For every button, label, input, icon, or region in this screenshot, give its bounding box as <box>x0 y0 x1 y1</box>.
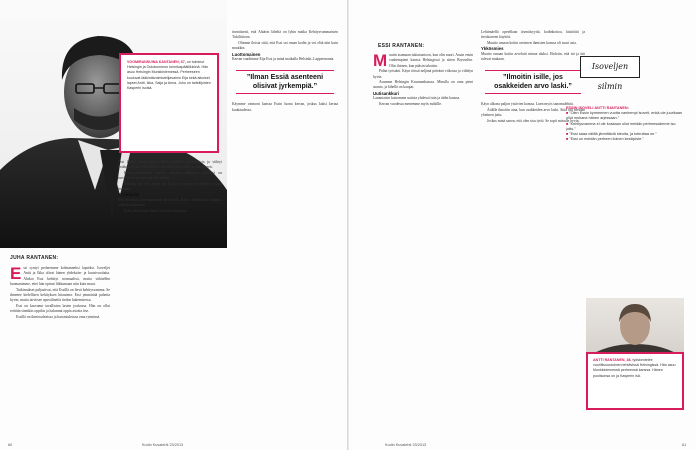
paragraph: Pidän työstäni. Käyn töissä neljänä päivänä viikossa ja viihdyn hyvin. <box>373 69 473 79</box>
sidebar-title: Isoveljen silmin <box>580 56 640 78</box>
magazine-footer-right: Kodin Kuvalehti 23/2013 <box>385 443 427 447</box>
paragraph: Essillä on ihmissuhteissa ja harrastuksissa oma rytminsä. <box>16 314 101 319</box>
bullet-icon: ■ <box>566 137 569 142</box>
paragraph: Käyn ulkona paljon ystävien kanssa. Luen myös sanomalehtiä. <box>481 102 574 107</box>
paragraph: Käymme vaimoni kanssa Essin luona kerran, joskus kaksi kertaa kuukaudessa. <box>232 102 338 112</box>
paragraph: Joskus minä sanon, että olen sisu tyttö. Se sopii minulle hyvin. <box>487 118 580 123</box>
paragraph: uutin asumaan tukiasuntoon, kun olin nuori. Asuin ensin vanhempieni kanssa Helsingissä ja sitten Brysseliin. Olin iloinen, kun pääsin takaisin. <box>389 53 473 68</box>
paragraph: Tärkeää on, että nuori saa kokea olevansa hyväksytty omana itsenään. <box>118 181 222 192</box>
right-column-1 <box>373 53 473 438</box>
paragraph: Olimme iloisia siitä, että Essi sai oman kodin ja voi elää niin kuin muutkin. <box>232 40 338 51</box>
left-column-3 <box>232 30 338 438</box>
sidebar-body <box>566 106 686 142</box>
left-page <box>0 0 347 450</box>
paragraph: Essi on kasvanut tavallisten lasten joukossa. Hän on ollut erittäin sinnikäs oppilas ja halunnut oppia asioita itse. <box>10 303 110 314</box>
sidebar-bullet-1: ”Olen Essin kymmenen vuotta vanhempi isoveli, enkä ole juurikaan ollut mukana hänen arjessaan.” <box>566 111 683 121</box>
pull-quote-text: ”Ilmoitin isille, jos osakkeiden arvo laski.” <box>494 74 572 91</box>
antti-caption-box <box>586 352 684 410</box>
paragraph: Asumme Helsingin Kruununhaassa. Minulla on oma pieni asunto, ja lähellä on kaupat. <box>373 80 473 90</box>
dropcap: E <box>10 266 22 283</box>
pull-quote-text: ”Ilman Essiä asenteeni olisivat jyrkempiä.” <box>246 74 324 91</box>
subheading-kiellokylja: Kiellokyljä <box>118 192 140 198</box>
left-column-2 <box>118 160 222 438</box>
paragraph: Kehitysvammaisen nuoren aikuisen elämässä tärkeintä on turvallisuus ja mielekäs tekeminen. <box>118 170 222 181</box>
paragraph: Muutto omaan kotiin arvelutti minua aluksi. Ehdotin, että isä ja äiti tulevat mukaan. <box>481 51 585 62</box>
paragraph: Essi oli nuori, kun muutimme Brysseliin. Hän ei kuitenkaan halunnut jättää kotimaataan. <box>118 197 222 208</box>
page-number-right: 61 <box>682 443 687 447</box>
sidebar-heading: ESSIN ISOVELI ANTTI RANTANEN: <box>566 106 629 110</box>
caption-body: on toiminut Helsingin ja Outokummun toimituspäällikkönä. Hän asuu Helsingin Munkkiniemessä. Perheeseen kuuluvat lääkintävoimistelijavaimo Eija sekä aikuiset lapset Antti, Ikka, Saija ja Anna. Juho on taiteilijoiden Kasperin isoisä. <box>127 60 211 91</box>
caption-name: ANTTI RANTANEN, 38, <box>593 358 632 362</box>
sidebar-isoveljen-silmin <box>566 26 686 296</box>
paragraph: Muutto omaan kotiin avoimen ihmisten kanssa oli suuri asia. <box>487 40 577 45</box>
divider <box>236 93 334 94</box>
page-number-left: 60 <box>8 443 13 447</box>
subheading-uutisankkuri: Uutisankkuri <box>373 90 400 96</box>
juha-caption-box <box>119 53 219 153</box>
bullet-icon: ■ <box>566 132 569 137</box>
paragraph: Essin yksityinen elämä on hänen omaansa. <box>124 208 188 213</box>
magazine-footer-left: Kodin Kuvalehti 23/2013 <box>142 443 184 447</box>
paragraph: ssi syntyi perheemme kolmanneksi lapseksi. Isoveljet Antti ja Ikka olivat hänen yhdeksän- ja kuusivuotiaita. Alukot Essi kehittyi normaalisti, mutta vähitellen huomasimme, ettei hän opinut liikkumaan niin kuin muut. <box>10 266 110 287</box>
sidebar-bullet-4: ”Essi on meidän perheen iloinen keskipiste.” <box>569 137 644 142</box>
paragraph: itsenäisesti, että Ähtärin läheltä on lyhin matka Kehitysvammaisten Tukiliittoon. <box>232 30 338 40</box>
section-label-essi: ESSI RANTANEN: <box>378 43 425 49</box>
paragraph: Kerran vaadimme Eija Essi ja minä matkalla Helsinki–Lappeenranta. <box>232 57 335 62</box>
bullet-icon: ■ <box>566 111 569 116</box>
sidebar-bullet-2: ”Kehitysvamma ei ole koskaan ollut meidän perheessämme iso juttu.” <box>566 121 676 131</box>
paragraph: Lehtimäellä opetellaan itsenäisyyttä, kodinhoitoa, käsitöitä ja tietokoneen käyttöä. <box>481 30 585 40</box>
paragraph: Lauantaisin katsomme uutisia yhdessä isän ja äidin kanssa. <box>373 96 461 101</box>
paragraph: Äidille ilmoitin aina, kun osakkeiden arvo laski. Siitä tuli meidän yhteinen juttu. <box>481 107 585 118</box>
caption-name: VOOMIRANSUINA KANTANEN, 67, <box>127 60 186 64</box>
pull-quote-left <box>236 70 334 94</box>
subheading-luottomainen: Luottomainen <box>232 51 261 57</box>
section-label-juha: JUHA RANTANEN: <box>10 255 59 261</box>
paragraph: Kerran vuodessa menemme myös mökille. <box>379 101 442 106</box>
left-column-1 <box>10 266 110 438</box>
divider <box>236 70 334 71</box>
subheading-ykkosmies: Ykkösmies <box>481 46 504 52</box>
bullet-icon: ■ <box>566 121 569 126</box>
dropcap: M <box>373 53 388 70</box>
paragraph: Essi lopetti peruskoulun, alkoi opiskella kädentaitoja ja viihtyi koulussa hyvin. Hänellä on aina ollut vahva halu itsenäisyyteen. <box>118 160 222 170</box>
sidebar-bullet-3: ”Essi saaa välillä jännittäviä ideoita, ja toteuttaa ne.” <box>569 132 657 137</box>
paragraph: Tutkimukset paljastivat, että Essillä on lievä kehitysvamma. Se ilmenee kielellisen kehityksen hitautena. Essi ymmärtää puhetta hyvin, mutta tarvitsee apuvälineitä tiedon hakemisessa. <box>10 287 110 303</box>
caption-body: työskentelee vuorillisuustoimen tehtävissä Helsingissä. Hän asuu Munkkiniemessä perheensä kanssa. Hänen puolisonsa on ja Kasperin isä. <box>593 358 676 378</box>
